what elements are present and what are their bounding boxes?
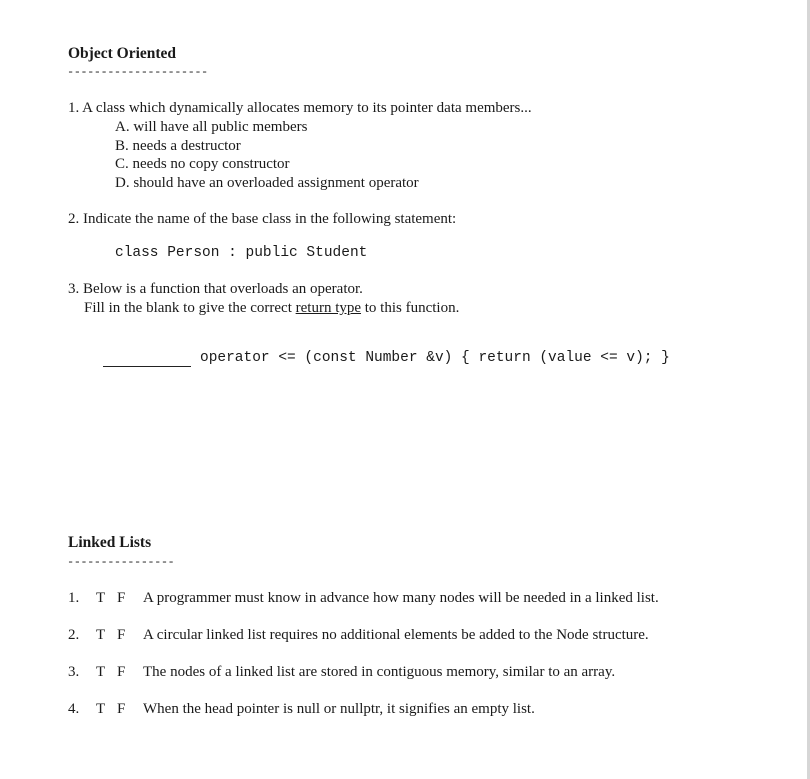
- tf-item-number: 4.: [68, 701, 80, 717]
- tf-false-option[interactable]: F: [117, 701, 126, 717]
- tf-false-option[interactable]: F: [117, 627, 126, 643]
- question-3-code: operator <= (const Number &v) { return (value <= v); }: [200, 350, 670, 366]
- question-3-instruction-pre: Fill in the blank to give the correct: [84, 300, 296, 316]
- question-1-choice-d: D. should have an overloaded assignment operator: [115, 175, 419, 191]
- tf-true-option[interactable]: T: [96, 590, 106, 606]
- section-title-object-oriented: Object Oriented: [68, 45, 177, 62]
- question-1-choice-c: C. needs no copy constructor: [115, 156, 290, 172]
- tf-item-number: 1.: [68, 590, 80, 606]
- tf-false-option[interactable]: F: [117, 664, 126, 680]
- tf-true-option[interactable]: T: [96, 627, 106, 643]
- section-title-linked-lists: Linked Lists: [68, 534, 152, 551]
- tf-item-text: The nodes of a linked list are stored in contiguous memory, similar to an array.: [143, 664, 616, 680]
- tf-item-text: A programmer must know in advance how many nodes will be needed in a linked list.: [143, 590, 659, 606]
- tf-true-option[interactable]: T: [96, 701, 106, 717]
- question-2-stem: 2. Indicate the name of the base class in the following statement:: [68, 211, 457, 227]
- question-3-instruction: [84, 300, 459, 317]
- tf-item-number: 3.: [68, 664, 80, 680]
- tf-false-option[interactable]: F: [117, 590, 126, 606]
- question-1-choice-b: B. needs a destructor: [115, 138, 241, 154]
- tf-item-text: When the head pointer is null or nullptr, it signifies an empty list.: [143, 701, 535, 717]
- question-3-stem: 3. Below is a function that overloads an operator.: [68, 281, 363, 297]
- section-underline: ---------------------: [67, 65, 208, 79]
- tf-item-number: 2.: [68, 627, 80, 643]
- tf-item-text: A circular linked list requires no additional elements be added to the Node structure.: [143, 627, 649, 643]
- answer-blank-line[interactable]: [103, 365, 191, 367]
- question-1-stem: 1. A class which dynamically allocates memory to its pointer data members...: [68, 100, 532, 116]
- section-underline: ----------------: [67, 555, 175, 569]
- question-2-code: class Person : public Student: [115, 245, 368, 261]
- question-3-instruction-post: to this function.: [361, 300, 460, 316]
- question-1-choice-a: A. will have all public members: [115, 119, 308, 135]
- return-type-underlined: return type: [295, 300, 362, 316]
- tf-true-option[interactable]: T: [96, 664, 106, 680]
